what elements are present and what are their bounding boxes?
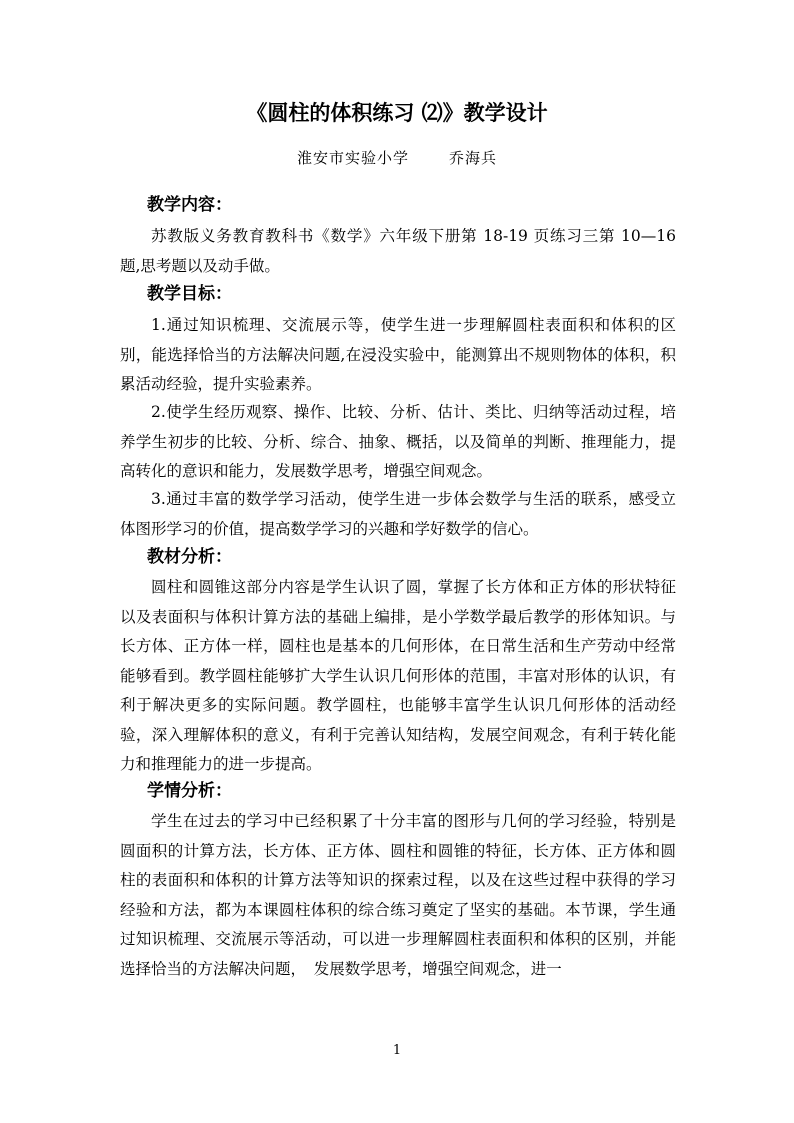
paragraph-goal-2: 2.使学生经历观察、操作、比较、分析、估计、类比、归纳等活动过程，培养学生初步的比较、分析、综合、抽象、概括，以及简单的判断、推理能力，提高转化的意识和能力，发展数学思考，增强空间观念。: [120, 403, 676, 480]
document-title: 《圆柱的体积练习 ⑵》教学设计: [246, 101, 548, 125]
author-name: 乔海兵: [449, 149, 498, 167]
heading-teaching-content: 教学内容：: [147, 195, 232, 215]
author-school: 淮安市实验小学: [296, 149, 409, 167]
heading-student-analysis: 学情分析：: [147, 781, 232, 801]
page-number: 1: [392, 1043, 402, 1058]
heading-teaching-goals: 教学目标：: [147, 284, 232, 304]
paragraph-goal-1: 1.通过知识梳理、交流展示等，使学生进一步理解圆柱表面积和体积的区别，能选择恰当的方法解决问题,在浸没实验中，能测算出不规则物体的体积，积累活动经验，提升实验素养。: [120, 316, 676, 393]
paragraph-goal-3: 3.通过丰富的数学学习活动，使学生进一步体会数学与生活的联系，感受立体图形学习的价值，提高数学学习的兴趣和学好数学的信心。: [120, 490, 676, 538]
paragraph-student-analysis: 学生在过去的学习中已经积累了十分丰富的图形与几何的学习经验，特别是圆面积的计算方法，长方体、正方体、圆柱和圆锥的特征，长方体、正方体和圆柱的表面积和体积的计算方法等知识的探索过程，以及在这些过程中获得的学习经验和方法，都为本课圆柱体积的综合练习奠定了坚实的基础。本节课，学生通过知识梳理、交流展示等活动，可以进一步理解圆柱表面积和体积的区别，并能选择恰当的方法解决问题， 发展数学思考，增强空间观念，进一: [120, 812, 676, 978]
heading-material-analysis: 教材分析：: [147, 547, 232, 567]
paragraph-teaching-content: 苏教版义务教育教科书《数学》六年级下册第 18-19 页练习三第 10—16 题,思考题以及动手做。: [120, 227, 676, 275]
author-line: [0, 148, 794, 168]
paragraph-material-analysis: 圆柱和圆锥这部分内容是学生认识了圆，掌握了长方体和正方体的形状特征以及表面积与体积计算方法的基础上编排，是小学数学最后教学的形体知识。与长方体、正方体一样，圆柱也是基本的几何形体，在日常生活和生产劳动中经常能够看到。教学圆柱能够扩大学生认识几何形体的范围，丰富对形体的认识，有利于解决更多的实际问题。教学圆柱，也能够丰富学生认识几何形体的活动经验，深入理解体积的意义，有利于完善认知结构，发展空间观念，有利于转化能力和推理能力的进一步提高。: [120, 578, 676, 773]
